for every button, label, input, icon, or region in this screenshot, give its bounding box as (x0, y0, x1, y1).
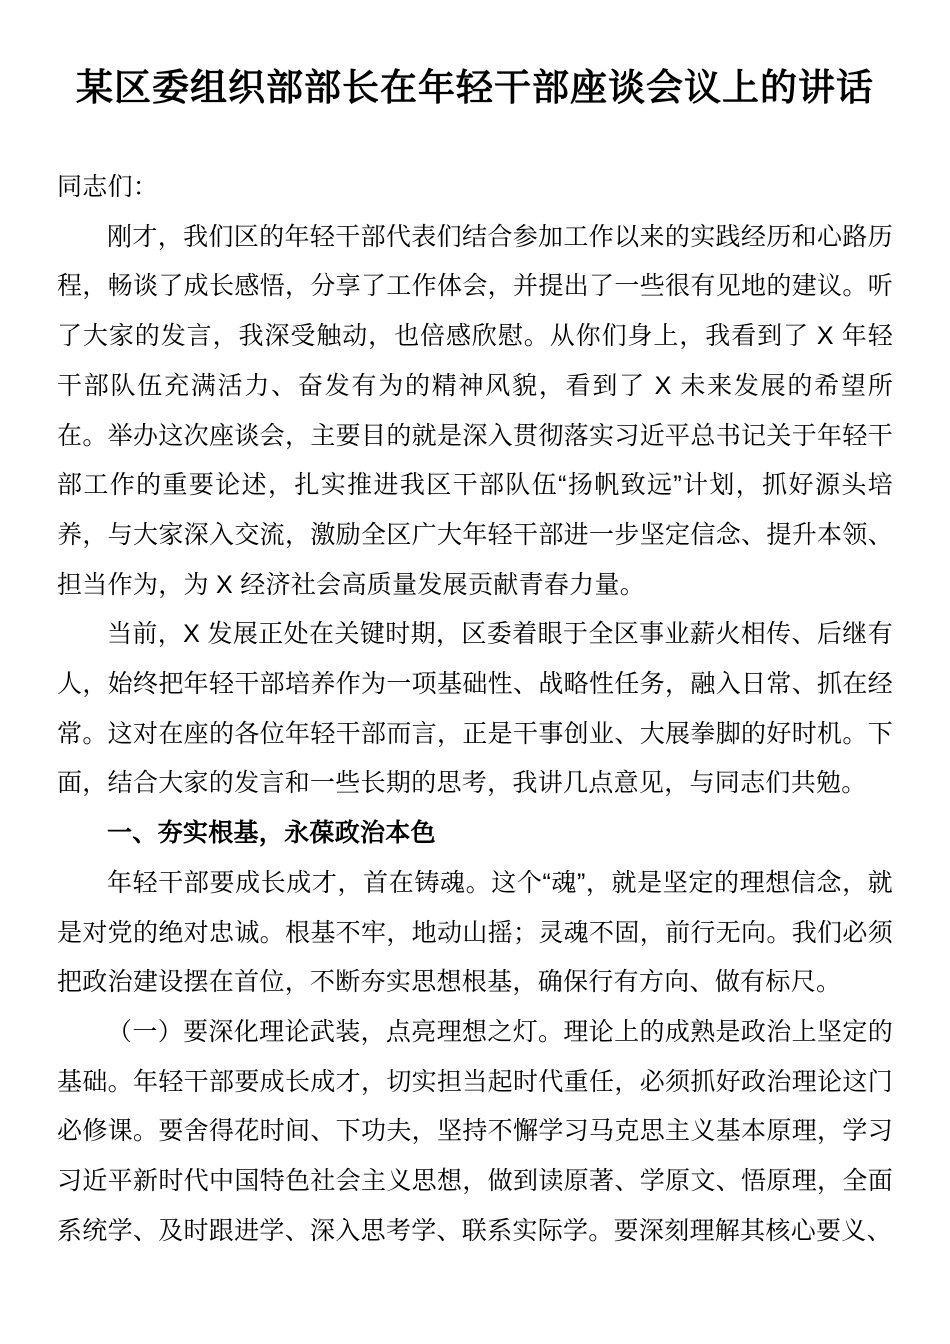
paragraph-opening-remarks: 刚才，我们区的年轻干部代表们结合参加工作以来的实践经历和心路历程，畅谈了成长感悟，分享了工作体会，并提出了一些很有见地的建议。听了大家的发言，我深受触动，也倍感欣慰。从你们身上，我看到了 X 年轻干部队伍充满活力、奋发有为的精神风貌，看到了 X 未来发展的希望所在。举办这次座谈会，主要目的就是深入贯彻落实习近平总书记关于年轻干部工作的重要论述，扎实推进我区干部队伍“扬帆致远”计划，抓好源头培养，与大家深入交流，激励全区广大年轻干部进一步坚定信念、提升本领、担当作为，为 X 经济社会高质量发展贡献青春力量。 (57, 222, 893, 599)
salutation: 同志们： (57, 173, 159, 201)
document-title: 某区委组织部部长在年轻干部座谈会议上的讲话 (76, 67, 874, 108)
paragraph-current-situation: 当前，X 发展正处在关键时期，区委着眼于全区事业薪火相传、后继有人，始终把年轻干部培养作为一项基础性、战略性任务，融入日常、抓在经常。这对在座的各位年轻干部而言，正是干事创业、大展拳脚的好时机。下面，结合大家的发言和一些长期的思考，我讲几点意见，与同志们共勉。 (57, 620, 893, 798)
section-heading-1: 一、夯实根基，永葆政治本色 (107, 819, 436, 848)
document-body (57, 163, 893, 1256)
paragraph-section-1-point-1: （一）要深化理论武装，点亮理想之灯。理论上的成熟是政治上坚定的基础。年轻干部要成长成才，切实担当起时代重任，必须抓好政治理论这门必修课。要舍得花时间、下功夫，坚持不懈学习马克思主义基本原理，学习习近平新时代中国特色社会主义思想，做到读原著、学原文、悟原理，全面系统学、及时跟进学、深入思考学、联系实际学。要深刻理解其核心要义、 (57, 1017, 893, 1245)
paragraph-section-1-intro: 年轻干部要成长成才，首在铸魂。这个“魂”，就是坚定的理想信念，就是对党的绝对忠诚。根基不牢，地动山摇；灵魂不固，前行无向。我们必须把政治建设摆在首位，不断夯实思想根基，确保行有方向、做有标尺。 (57, 868, 893, 997)
